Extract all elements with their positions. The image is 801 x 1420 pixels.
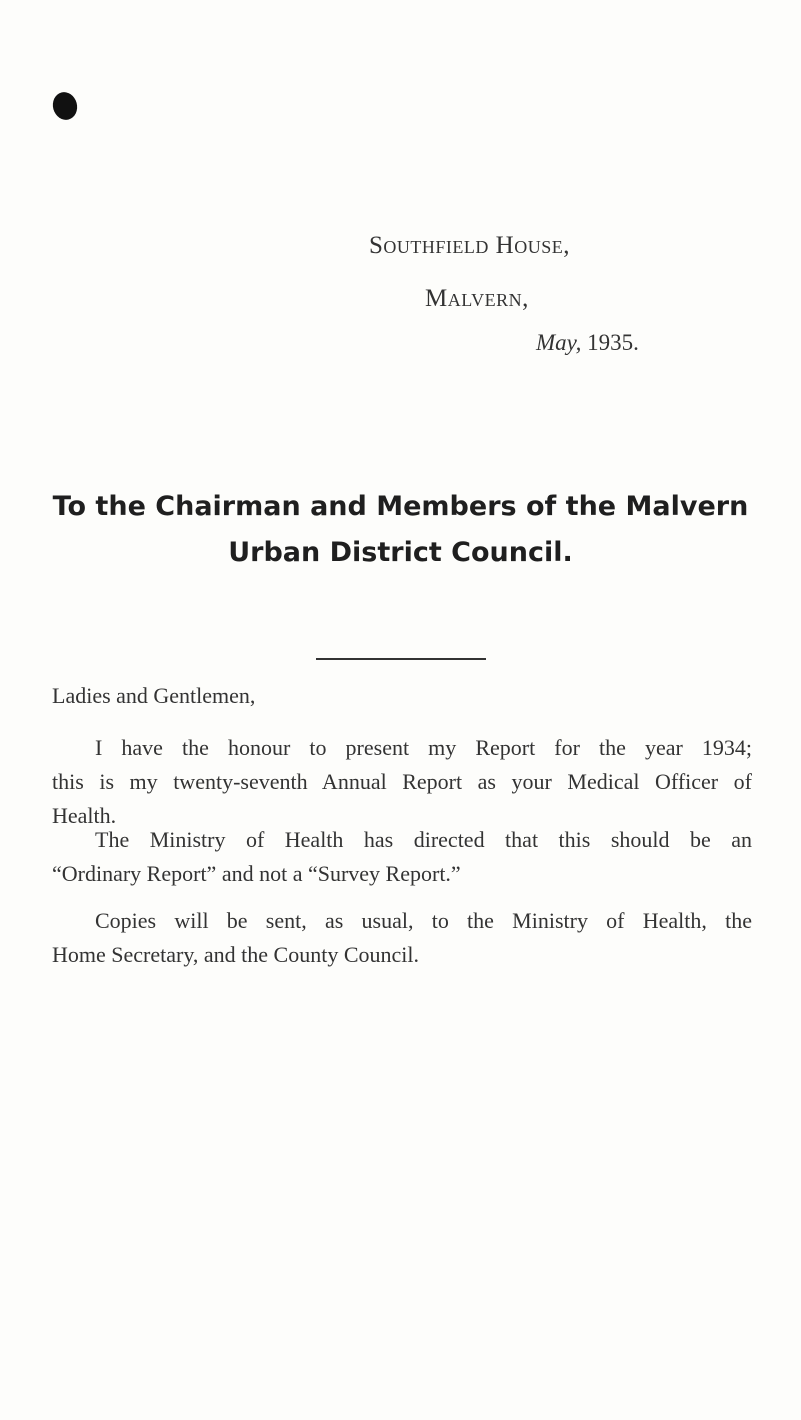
paragraph-line: The Ministry of Health has directed that this should be an xyxy=(95,827,752,852)
paragraph-ministry-direction xyxy=(52,823,752,891)
punch-hole-mark xyxy=(50,89,80,122)
paragraph-line: this is my twenty-seventh Annual Report as your Medical Officer of xyxy=(52,769,752,794)
paragraph-line: I have the honour to present my Report for the year 1934; xyxy=(95,735,752,760)
paragraph-copies xyxy=(52,904,752,972)
paragraph-line: Copies will be sent, as usual, to the Ministry of Health, the xyxy=(95,908,752,933)
heading-line-2: Urban District Council. xyxy=(228,537,573,568)
address-line-house: Southfield House, xyxy=(369,232,570,259)
letter-date-year: 1935. xyxy=(587,330,639,355)
salutation: Ladies and Gentlemen, xyxy=(52,683,256,708)
paragraph-report-intro xyxy=(52,731,752,833)
paragraph-line: Health. xyxy=(52,803,117,828)
letter-date xyxy=(536,330,639,356)
paragraph-line: Home Secretary, and the County Council. xyxy=(52,942,419,967)
divider-rule xyxy=(316,658,486,660)
letter-date-month: May, xyxy=(536,330,582,355)
paragraph-line: “Ordinary Report” and not a “Survey Report.” xyxy=(52,861,461,886)
address-line-town: Malvern, xyxy=(425,285,529,312)
heading-line-1: To the Chairman and Members of the Malvern xyxy=(52,491,749,522)
